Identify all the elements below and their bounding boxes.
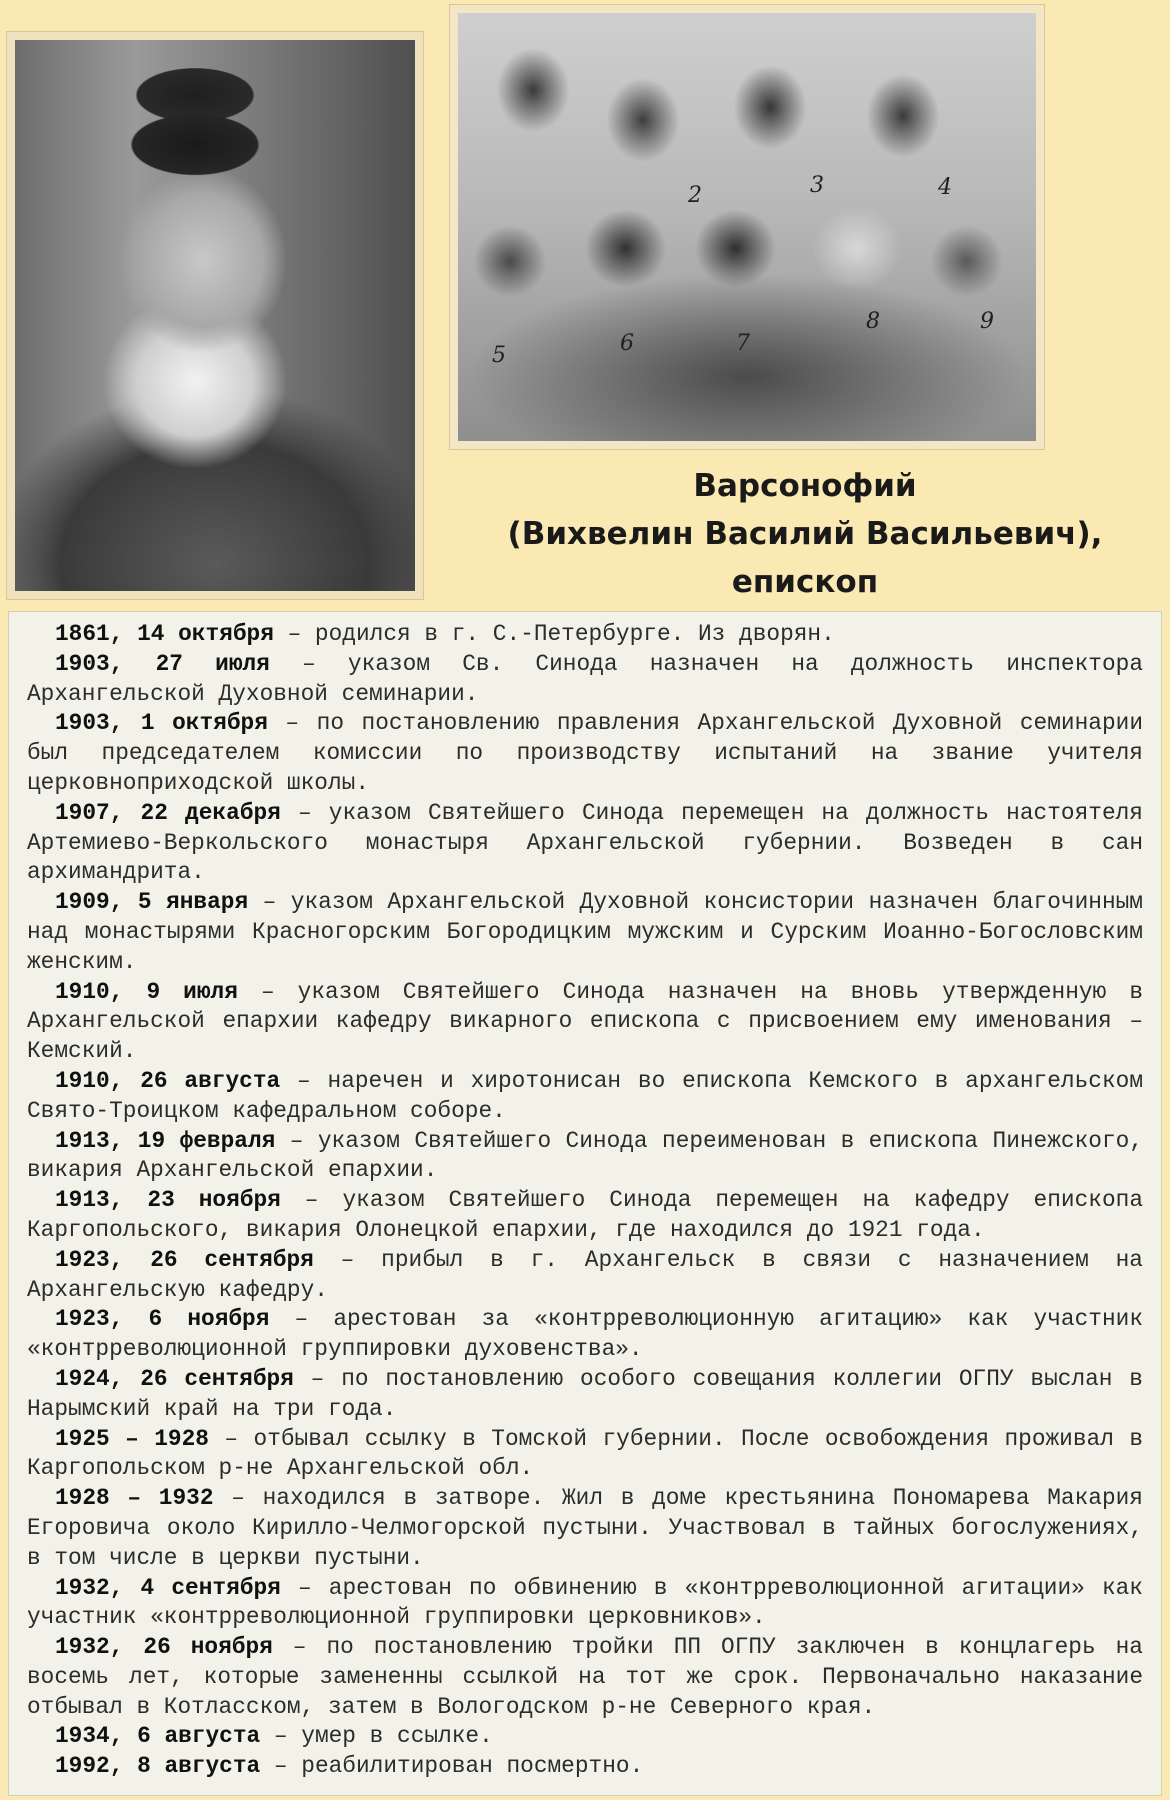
entry-date: 1923, 26 сентября bbox=[55, 1246, 314, 1273]
entry-date: 1913, 19 февраля bbox=[55, 1127, 276, 1154]
biography-entry bbox=[27, 888, 1143, 977]
title-rank: епископ bbox=[731, 564, 879, 600]
entry-date: 1932, 4 сентября bbox=[55, 1574, 281, 1601]
page-title bbox=[430, 462, 1170, 606]
entry-text: – указом Святейшего Синода назначен на вновь утвержденную в Архангельской епархии кафедру викарного епископа с присвоением ему именования – Кемский. bbox=[27, 978, 1144, 1065]
biography-entry bbox=[27, 1127, 1143, 1187]
entry-date: 1992, 8 августа bbox=[55, 1753, 261, 1780]
entry-date: 1925 – 1928 bbox=[55, 1425, 209, 1452]
photo-number-5: 5 bbox=[492, 343, 506, 368]
entry-date: 1923, 6 ноября bbox=[55, 1306, 270, 1333]
entry-text: – родился в г. С.-Петербурге. Из дворян. bbox=[273, 621, 835, 647]
entry-text: – указом Святейшего Синода переименован в епископа Пинежского, викария Архангельской епархии. bbox=[27, 1127, 1143, 1184]
portrait-photo-frame bbox=[6, 31, 424, 600]
biography-entry bbox=[27, 1722, 1143, 1752]
entry-date: 1932, 26 ноября bbox=[55, 1634, 273, 1661]
biography-entry bbox=[27, 1633, 1143, 1722]
biography-entry bbox=[27, 1246, 1143, 1306]
portrait-photo bbox=[15, 40, 415, 591]
entry-text: – арестован за «контрреволюционную агитацию» как участник «контрреволюционной группировки духовенства». bbox=[27, 1306, 1143, 1363]
group-photo-frame bbox=[449, 4, 1045, 450]
entry-date: 1909, 5 января bbox=[55, 889, 249, 916]
biography-entry bbox=[27, 620, 1143, 650]
entry-text: – указом Св. Синода назначен на должность инспектора Архангельской Духовной семинарии. bbox=[27, 650, 1143, 707]
biography-entry bbox=[27, 1425, 1143, 1485]
entry-text: – отбывал ссылку в Томской губернии. После освобождения проживал в Каргопольском р-не Архангельской обл. bbox=[27, 1425, 1144, 1482]
entry-text: – арестован по обвинению в «контрреволюционной агитации» как участник «контрреволюционной группировки церковников». bbox=[27, 1574, 1143, 1631]
photo-number-2: 2 bbox=[688, 183, 702, 208]
biography-entry bbox=[27, 1752, 1143, 1782]
entry-date: 1907, 22 декабря bbox=[55, 799, 281, 826]
entry-text: – указом Архангельской Духовной консистории назначен благочинным над монастырями Красногорским Богородицким мужским и Сурским Иоанно-Богословским женским. bbox=[27, 889, 1143, 975]
biography-entry bbox=[27, 1305, 1143, 1365]
biography-entry bbox=[27, 978, 1143, 1067]
biography-entry bbox=[27, 650, 1143, 710]
entry-text: – прибыл в г. Архангельск в связи с назначением на Архангельскую кафедру. bbox=[27, 1246, 1143, 1303]
entry-date: 1913, 23 ноября bbox=[55, 1187, 281, 1214]
photo-number-8: 8 bbox=[866, 309, 880, 334]
entry-date: 1903, 1 октября bbox=[55, 710, 268, 737]
title-full-name: (Вихвелин Василий Васильевич), bbox=[507, 516, 1103, 552]
entry-date: 1924, 26 сентября bbox=[55, 1365, 294, 1392]
entry-text: – умер в ссылке. bbox=[260, 1723, 493, 1750]
photo-number-4: 4 bbox=[938, 175, 952, 200]
photo-number-6: 6 bbox=[620, 331, 634, 356]
entry-date: 1928 – 1932 bbox=[55, 1485, 214, 1512]
photo-number-7: 7 bbox=[736, 331, 750, 356]
entry-text: – по постановлению тройки ПП ОГПУ заключен в концлагерь на восемь лет, которые замененны ссылкой на тот же срок. Первоначально наказание отбывал в Котласском, затем в Вологодском р-не Северного края. bbox=[27, 1634, 1143, 1720]
biography-entry bbox=[27, 1186, 1143, 1246]
biography-entry bbox=[27, 1574, 1143, 1634]
biography-entry bbox=[27, 1067, 1143, 1127]
entry-date: 1861, 14 октября bbox=[55, 621, 274, 647]
biography-entry bbox=[27, 799, 1143, 888]
photo-number-3: 3 bbox=[810, 173, 824, 198]
entry-text: – по постановлению правления Архангельской Духовной семинарии был председателем комиссии по производству испытаний на звание учителя церковноприходской школы. bbox=[27, 710, 1143, 796]
entry-text: – находился в затворе. Жил в доме крестьянина Пономарева Макария Егоровича около Кирилло-Челмогорской пустыни. Участвовал в тайных богослужениях, в том числе в церкви пустыни. bbox=[27, 1485, 1143, 1571]
biography-entry bbox=[27, 1365, 1143, 1425]
entry-date: 1934, 6 августа bbox=[55, 1723, 261, 1750]
entry-date: 1910, 26 августа bbox=[55, 1067, 281, 1094]
biography-entry bbox=[27, 709, 1143, 798]
entry-date: 1903, 27 июля bbox=[55, 650, 270, 677]
entry-text: – указом Святейшего Синода перемещен на должность настоятеля Артемиево-Веркольского монастыря Архангельской губернии. Возведен в сан архимандрита. bbox=[27, 799, 1143, 886]
biography-entry bbox=[27, 1484, 1143, 1573]
photo-number-9: 9 bbox=[980, 309, 994, 334]
title-name: Варсонофий bbox=[693, 468, 917, 504]
entry-text: – наречен и хиротонисан во епископа Кемского в архангельском Свято-Троицком кафедральном соборе. bbox=[27, 1067, 1143, 1124]
entry-text: – по постановлению особого совещания коллегии ОГПУ выслан в Нарымский край на три года. bbox=[27, 1365, 1143, 1422]
entry-text: – указом Святейшего Синода перемещен на кафедру епископа Каргопольского, викария Олонецкой епархии, где находился до 1921 года. bbox=[27, 1187, 1143, 1243]
group-photo bbox=[458, 13, 1036, 441]
entry-date: 1910, 9 июля bbox=[55, 978, 238, 1005]
entry-text: – реабилитирован посмертно. bbox=[260, 1753, 644, 1780]
biography-panel bbox=[8, 611, 1162, 1796]
